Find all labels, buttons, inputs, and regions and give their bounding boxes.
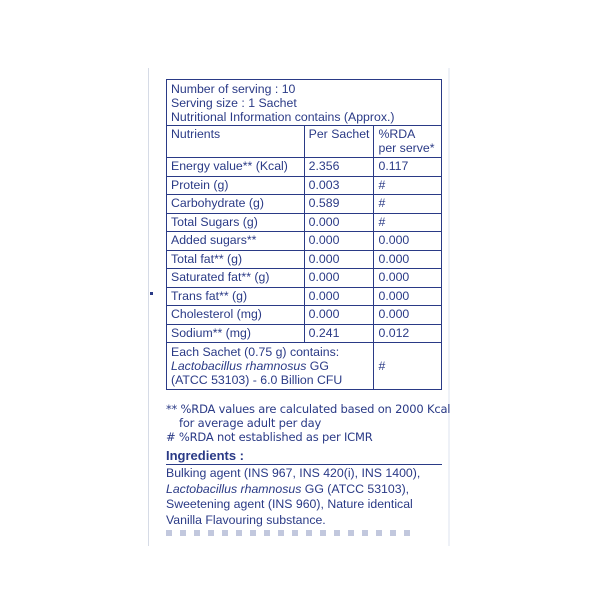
ingredients-text [166, 466, 442, 528]
rda-value: # [374, 213, 442, 232]
servings-text: Number of serving : 10 [171, 82, 296, 96]
column-header-row [167, 126, 442, 158]
nutrient-name: Carbohydrate (g) [167, 195, 305, 214]
ingredients-part1: Bulking agent (INS 967, INS 420(i), INS 1400), [166, 466, 421, 480]
per-sachet-value: 0.003 [304, 176, 374, 195]
col-rda-line1: %RDA [378, 127, 416, 141]
table-row [167, 195, 442, 214]
serving-size-text: Serving size : 1 Sachet [171, 96, 297, 110]
rda-value: 0.000 [374, 287, 442, 306]
sachet-rda-value: # [378, 359, 386, 373]
table-row [167, 158, 442, 177]
sachet-line1: Each Sachet (0.75 g) contains: [171, 345, 340, 359]
footnote-rda: ** %RDA values are calculated based on 2000 Kcal [166, 402, 451, 416]
table-row [167, 287, 442, 306]
per-sachet-value: 0.589 [304, 195, 374, 214]
cut-off-text-line [166, 530, 416, 536]
rda-value: 0.117 [374, 158, 442, 177]
footnote-icmr: # %RDA not established as per ICMR [166, 430, 373, 444]
rda-value: 0.012 [374, 324, 442, 343]
nutrient-name: Saturated fat** (g) [167, 269, 305, 288]
per-sachet-value: 0.000 [304, 250, 374, 269]
table-row [167, 232, 442, 251]
nutrition-info-text: Nutritional Information contains (Approx.) [171, 110, 395, 124]
ingredients-organism: Lactobacillus rhamnosus [166, 481, 302, 496]
table-row [167, 306, 442, 325]
sachet-line2 [171, 359, 369, 373]
table-row [167, 250, 442, 269]
col-rda-line2: per serve* [378, 141, 435, 155]
ingredients-part2: GG (ATCC 53103), Sweetening agent (INS 960), Nature identical Vanilla Flavouring substance. [166, 481, 413, 527]
sachet-rda-cell [374, 343, 442, 390]
rda-value: 0.000 [374, 269, 442, 288]
sachet-line3: (ATCC 53103) - 6.0 Billion CFU [171, 373, 343, 387]
nutrient-name: Added sugars** [167, 232, 305, 251]
per-sachet-value: 0.000 [304, 306, 374, 325]
nutrient-name: Total Sugars (g) [167, 213, 305, 232]
sachet-strain: GG [306, 359, 329, 373]
footnote-rda-cont: for average adult per day [179, 416, 322, 430]
rda-value: 0.000 [374, 250, 442, 269]
table-row [167, 176, 442, 195]
rda-value: 0.000 [374, 306, 442, 325]
nutrient-name: Total fat** (g) [167, 250, 305, 269]
rda-value: 0.000 [374, 232, 442, 251]
nutrient-name: Sodium** (mg) [167, 324, 305, 343]
sachet-organism: Lactobacillus rhamnosus [171, 359, 307, 373]
ingredients-title: Ingredients : [166, 448, 442, 465]
rda-value: # [374, 176, 442, 195]
header-row [167, 80, 442, 126]
per-sachet-value: 0.000 [304, 213, 374, 232]
nutrition-table [166, 79, 442, 390]
edge-mark [150, 292, 153, 295]
nutrient-name: Cholesterol (mg) [167, 306, 305, 325]
nutrient-name: Protein (g) [167, 176, 305, 195]
table-row [167, 269, 442, 288]
table-row [167, 213, 442, 232]
col-per-sachet: Per Sachet [304, 126, 374, 158]
per-sachet-value: 2.356 [304, 158, 374, 177]
per-sachet-value: 0.000 [304, 232, 374, 251]
panel-edge [448, 68, 450, 546]
per-sachet-value: 0.000 [304, 287, 374, 306]
col-nutrients: Nutrients [167, 126, 305, 158]
nutrient-name: Energy value** (Kcal) [167, 158, 305, 177]
sachet-contents-cell [167, 343, 374, 390]
per-sachet-value: 0.000 [304, 269, 374, 288]
nutrient-name: Trans fat** (g) [167, 287, 305, 306]
table-row [167, 324, 442, 343]
header-cell [167, 80, 442, 126]
sachet-row [167, 343, 442, 390]
footnotes [166, 402, 450, 444]
rda-value: # [374, 195, 442, 214]
col-rda [374, 126, 442, 158]
per-sachet-value: 0.241 [304, 324, 374, 343]
